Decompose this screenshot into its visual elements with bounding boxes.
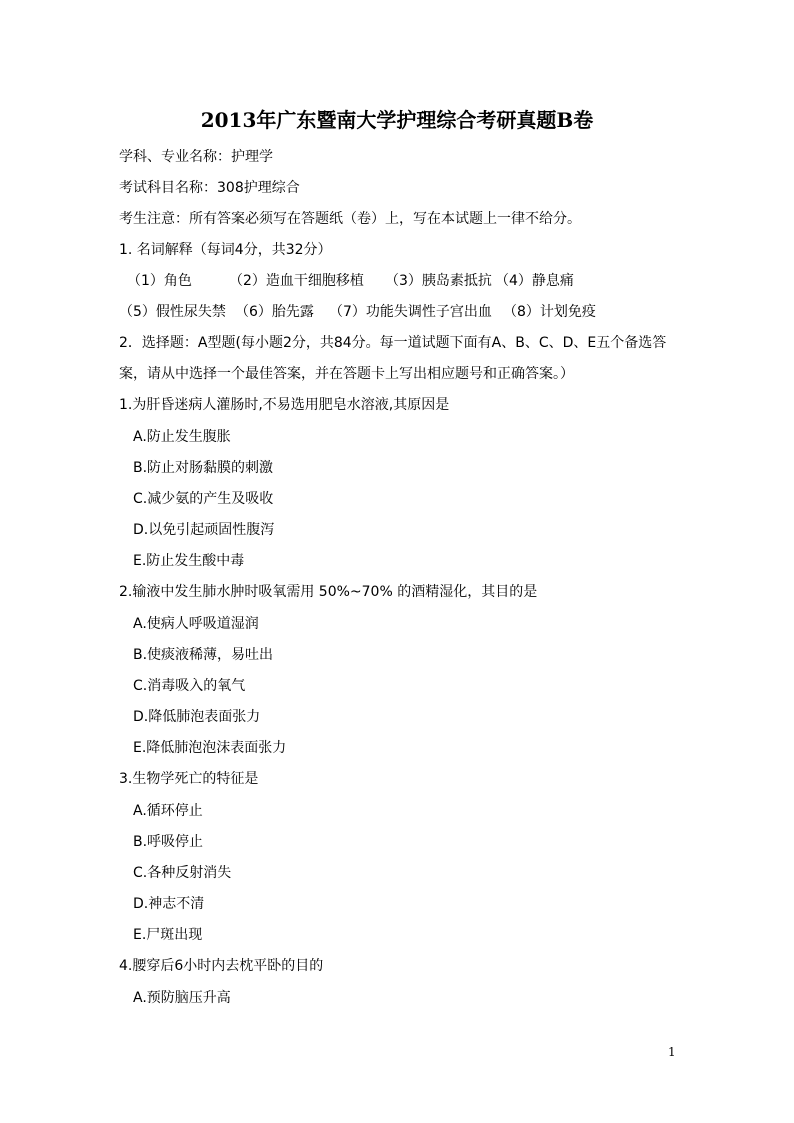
- question-stem: 3.生物学死亡的特征是: [119, 771, 259, 787]
- term-item: （1）角色: [127, 273, 192, 289]
- section2-heading-cont: 案，请从中选择一个最佳答案，并在答题卡上写出相应题号和正确答案。）: [119, 366, 574, 382]
- question-option: E.防止发生酸中毒: [133, 553, 245, 569]
- question-option: C.各种反射消失: [133, 865, 232, 881]
- term-item: （5）假性尿失禁: [119, 304, 226, 320]
- question-option: B.呼吸停止: [133, 834, 204, 850]
- question-option: A.防止发生腹胀: [133, 429, 231, 445]
- terms-row-1: [127, 272, 574, 290]
- section1-heading: 1. 名词解释（每词4分，共32分）: [119, 242, 332, 258]
- question-option: D.神志不清: [133, 896, 205, 912]
- question-option: E.降低肺泡泡沫表面张力: [133, 740, 287, 756]
- question-option: D.以免引起顽固性腹泻: [133, 522, 275, 538]
- question-option: B.防止对肠黏膜的刺激: [133, 460, 274, 476]
- question-option: A.循环停止: [133, 803, 203, 819]
- notice-line: 考生注意：所有答案必须写在答题纸（卷）上，写在本试题上一律不给分。: [119, 211, 581, 227]
- question-stem: 4.腰穿后6小时内去枕平卧的目的: [119, 958, 324, 974]
- term-item: （6）胎先露: [235, 304, 314, 320]
- subject-line: 学科、专业名称：护理学: [119, 149, 273, 165]
- term-item: （2）造血干细胞移植: [229, 273, 364, 289]
- question-option: C.减少氨的产生及吸收: [133, 491, 274, 507]
- exam-line: 考试科目名称：308护理综合: [119, 180, 300, 196]
- question-stem: 1.为肝昏迷病人灌肠时,不易选用肥皂水溶液,其原因是: [119, 397, 450, 413]
- question-stem: 2.输液中发生肺水肿时吸氧需用 50%~70% 的酒精湿化，其目的是: [119, 584, 538, 600]
- page-number: 1: [668, 1045, 676, 1059]
- question-option: A.使病人呼吸道湿润: [133, 616, 259, 632]
- question-option: C.消毒吸入的氧气: [133, 678, 246, 694]
- term-item: （3）胰岛素抵抗: [385, 273, 492, 289]
- question-option: D.降低肺泡表面张力: [133, 709, 261, 725]
- term-item: （7）功能失调性子宫出血: [329, 304, 492, 320]
- terms-row-2: [119, 303, 596, 321]
- question-option: E.尸斑出现: [133, 927, 203, 943]
- term-item: （4）静息痛: [495, 273, 574, 289]
- page-title: 2013年广东暨南大学护理综合考研真题B卷: [200, 108, 594, 132]
- section2-heading: 2．选择题：A型题(每小题2分，共84分。每一道试题下面有A、B、C、D、E五个备选答: [119, 335, 667, 351]
- term-item: （8）计划免疫: [503, 304, 596, 320]
- question-option: A.预防脑压升高: [133, 990, 231, 1006]
- question-option: B.使痰液稀薄，易吐出: [133, 647, 274, 663]
